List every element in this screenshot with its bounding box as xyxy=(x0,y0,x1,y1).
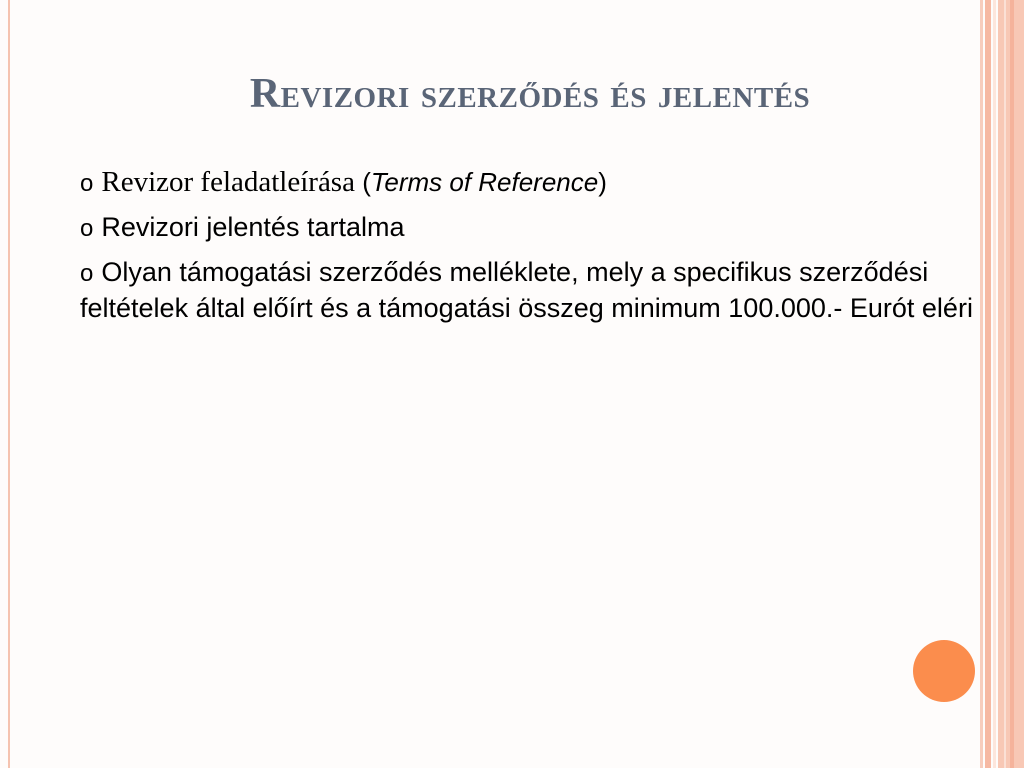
right-stripe xyxy=(1004,0,1006,768)
right-stripe xyxy=(1010,0,1014,768)
left-border-line xyxy=(8,0,10,768)
bullet-text: Olyan támogatási szerződés melléklete, mely a specifikus szerződési feltételek által előírt és a támogatási összeg minimum 100.000.- Eurót eléri xyxy=(80,257,973,323)
right-stripe xyxy=(993,0,996,768)
decorative-orange-circle xyxy=(913,640,975,702)
bullet-text: Revizori jelentés tartalma xyxy=(101,212,405,242)
slide-title: Revizori szerződés és jelentés xyxy=(249,71,811,117)
bullet-text: Revizor feladatleírása xyxy=(101,166,355,198)
right-stripe xyxy=(980,0,983,768)
bullet-item xyxy=(80,165,975,201)
bullet-italic-term: Terms of Reference xyxy=(370,167,599,197)
bullet-marker: o xyxy=(80,260,94,287)
bullet-marker: o xyxy=(80,215,94,242)
right-stripe xyxy=(985,0,991,768)
bullet-marker: o xyxy=(80,170,94,197)
bullet-paren-open: ( xyxy=(354,167,371,197)
bullet-list xyxy=(80,165,975,335)
bullet-item xyxy=(80,255,975,326)
bullet-item xyxy=(80,210,975,246)
bullet-paren-close: ) xyxy=(598,167,607,197)
